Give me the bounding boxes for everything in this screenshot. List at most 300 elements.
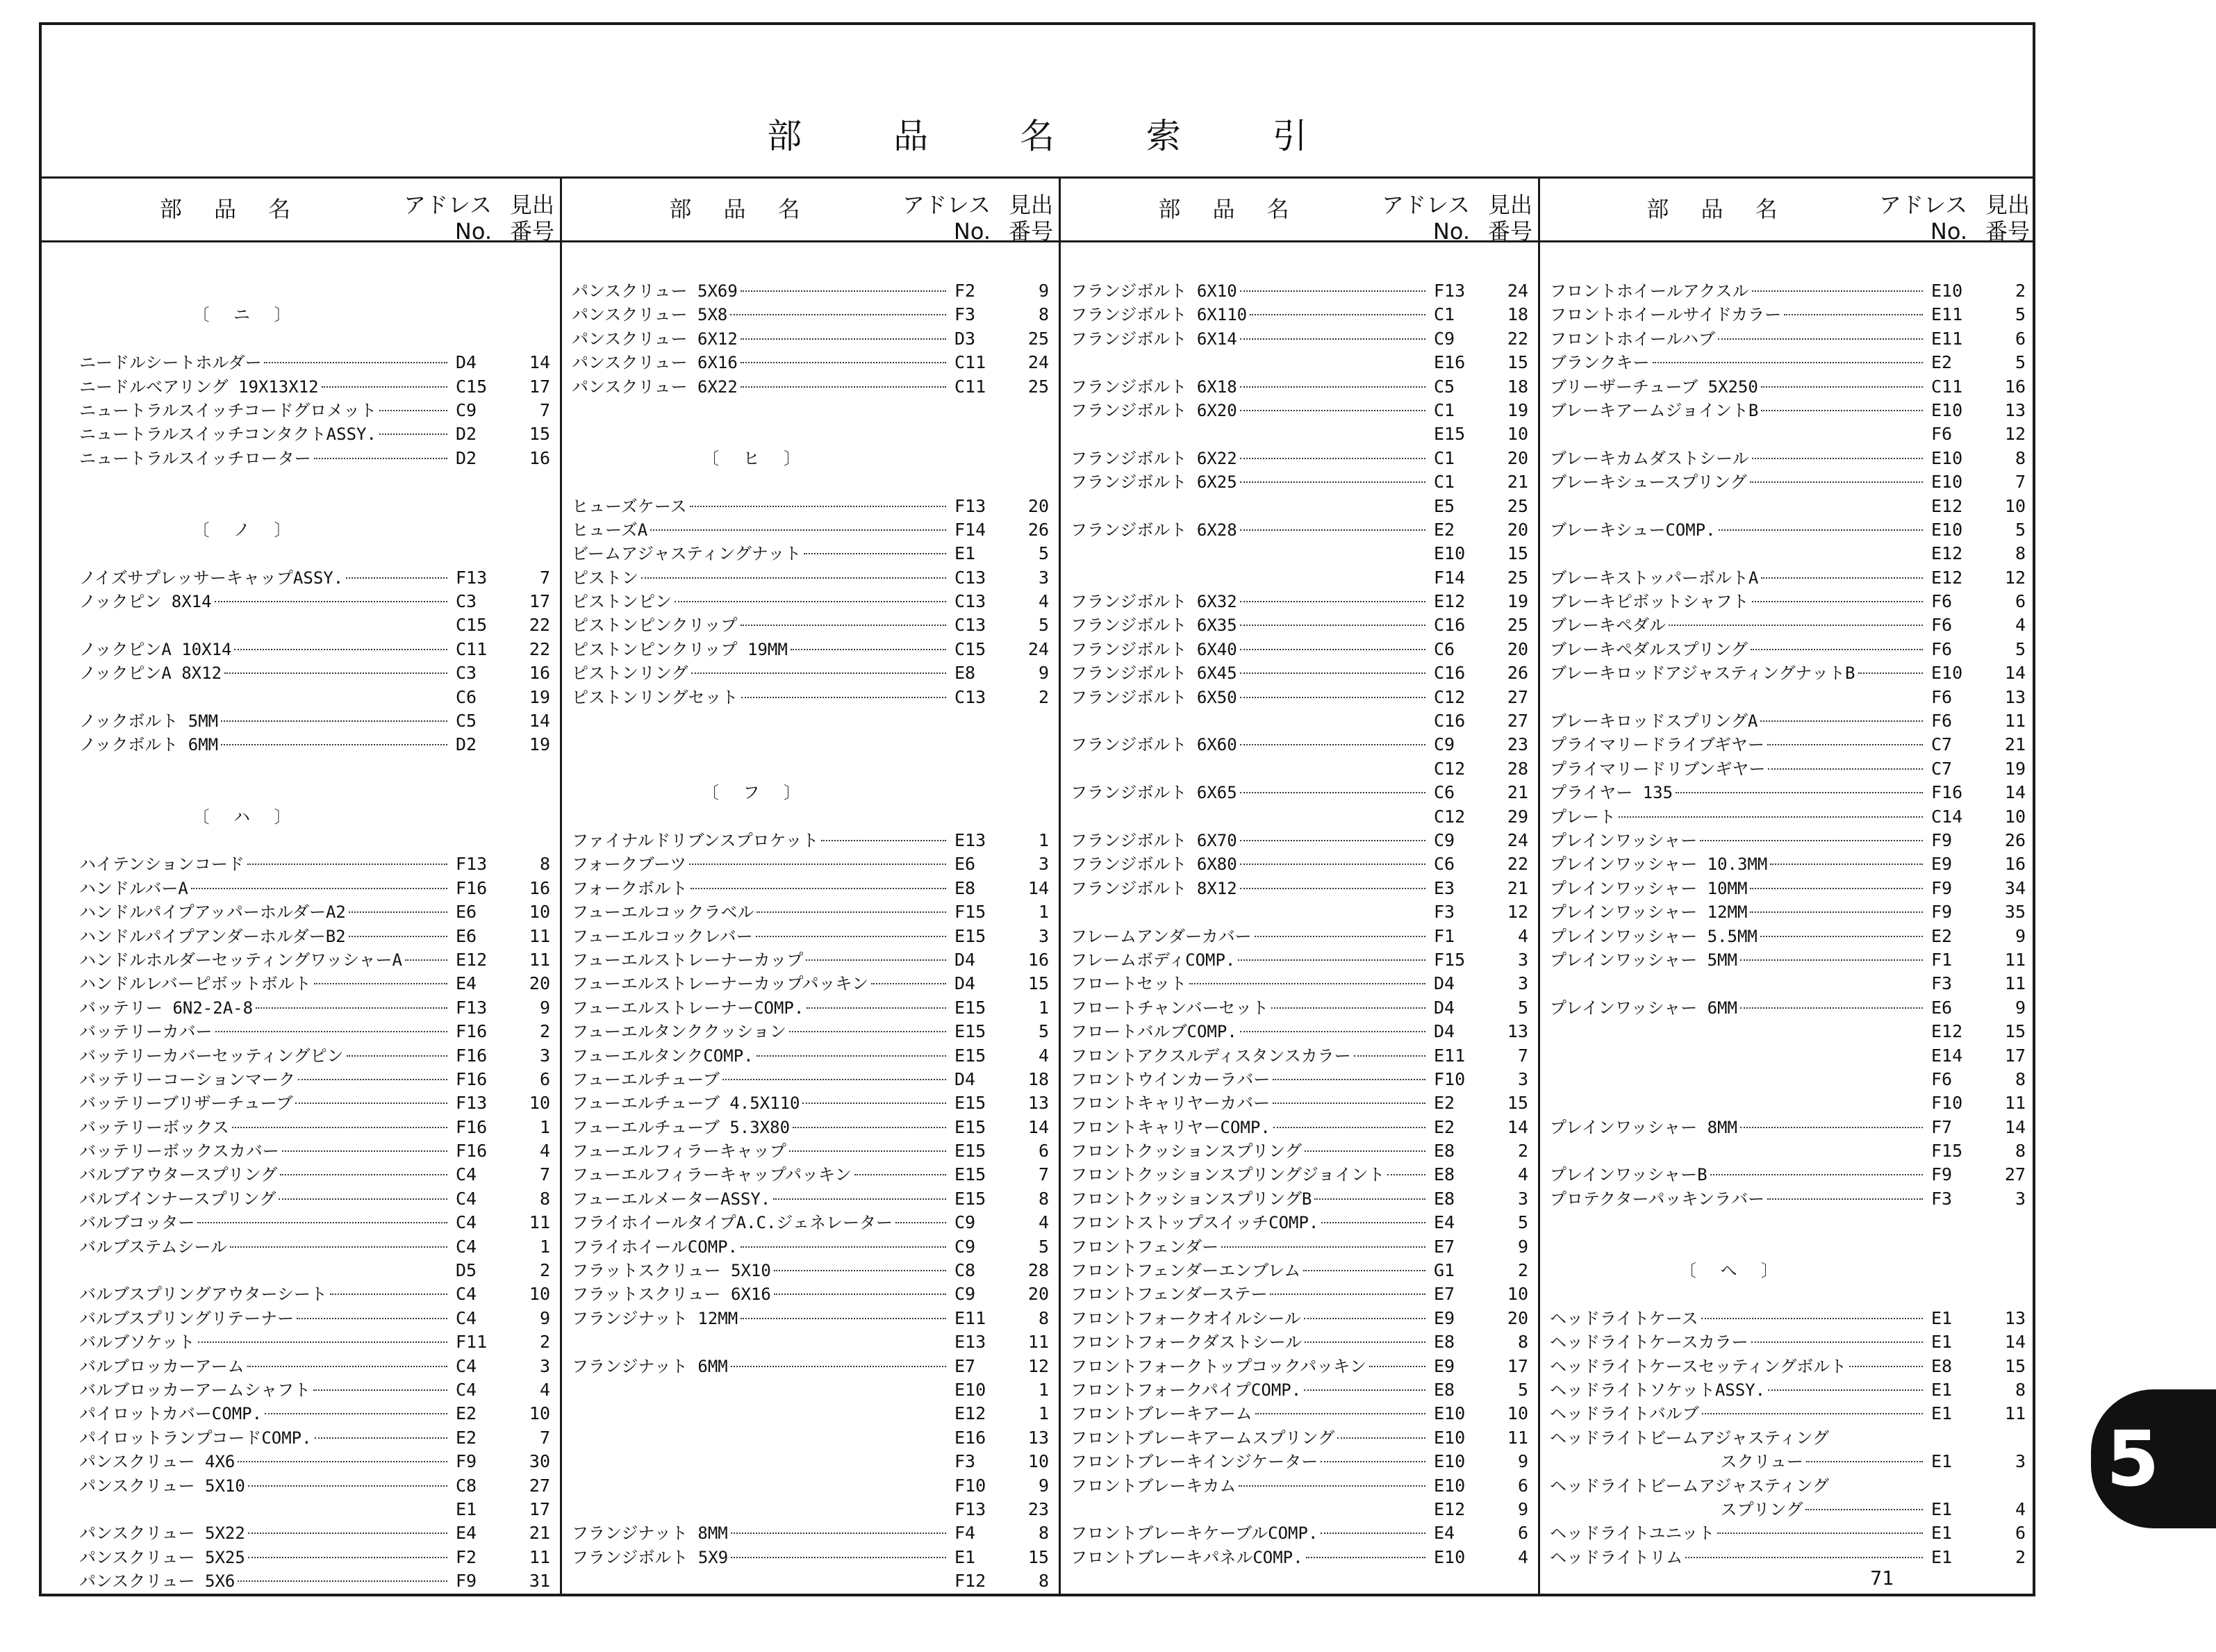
column-header	[42, 176, 560, 245]
index-entry	[1540, 948, 2035, 972]
index-entry	[562, 375, 1059, 399]
index-number: 18	[1027, 1068, 1049, 1089]
part-name: プライヤー 135	[1550, 783, 1673, 803]
part-name: バッテリーコーションマーク	[79, 1069, 296, 1089]
address-no: C9	[954, 1236, 976, 1257]
leader-dots	[1240, 289, 1425, 292]
index-number: 19	[529, 686, 550, 707]
address-no: C4	[456, 1236, 477, 1257]
page-number: 71	[1870, 1567, 1894, 1589]
leader-dots	[731, 1555, 946, 1558]
address-no: F9	[1931, 829, 1953, 850]
index-number: 5	[1038, 543, 1049, 564]
index-number: 15	[1027, 1546, 1049, 1567]
index-entry	[42, 375, 560, 399]
index-number: 11	[1027, 1332, 1049, 1353]
part-name: フロントアクスルディスタンスカラー	[1070, 1046, 1351, 1066]
leader-dots	[807, 1006, 946, 1009]
address-no: F14	[1434, 567, 1466, 588]
leader-dots	[1760, 719, 1923, 722]
index-number: 6	[1517, 1523, 1528, 1544]
address-no: C9	[1434, 328, 1455, 349]
part-name: フロントフォークパイプCOMP.	[1070, 1380, 1302, 1400]
index-number: 4	[539, 1141, 550, 1162]
spacer-row	[1540, 1235, 2035, 1259]
index-number: 5	[1517, 1212, 1528, 1233]
index-number: 13	[2004, 399, 2026, 420]
address-no: C1	[1434, 304, 1455, 325]
index-entry	[42, 1020, 560, 1043]
address-no: F16	[456, 1045, 488, 1066]
address-no: F6	[1931, 638, 1953, 659]
index-number: 16	[529, 447, 550, 468]
index-entry	[42, 925, 560, 948]
part-name: フランジボルト 8X12	[1070, 878, 1237, 898]
index-number: 27	[2004, 1164, 2026, 1185]
index-entry	[562, 829, 1059, 852]
leader-dots	[1304, 1388, 1425, 1391]
index-number: 8	[1038, 1188, 1049, 1209]
leader-dots	[756, 910, 946, 913]
address-no: E9	[1434, 1307, 1455, 1328]
part-name: ニュートラルスイッチコードグロメット	[79, 400, 377, 420]
part-name: フロントフェンダーステー	[1070, 1285, 1268, 1305]
part-name: プレート	[1550, 807, 1616, 827]
address-no: F16	[456, 1068, 488, 1089]
leader-dots	[1314, 1197, 1425, 1200]
part-name: ヒューズA	[572, 520, 648, 540]
address-no: C4	[456, 1379, 477, 1400]
index-entry	[42, 1116, 560, 1139]
index-number: 19	[1507, 591, 1528, 612]
index-number: 9	[1517, 1236, 1528, 1257]
section-heading	[42, 303, 560, 327]
index-number: 11	[2004, 1403, 2026, 1424]
part-name: ニードルシートホルダー	[79, 353, 262, 373]
part-name: ヒューズケース	[572, 496, 687, 516]
index-number: 23	[1027, 1498, 1049, 1519]
index-number: 11	[2004, 973, 2026, 994]
leader-dots	[295, 1101, 447, 1104]
address-no: C4	[456, 1307, 477, 1328]
header-part-name: 部 品 名	[1158, 196, 1302, 222]
part-name: フランジナット 12MM	[572, 1308, 738, 1328]
index-entry	[562, 1282, 1059, 1306]
address-no: F6	[1931, 591, 1953, 612]
leader-dots	[1255, 1412, 1425, 1414]
address-no: D4	[954, 1068, 976, 1089]
index-number: 15	[1507, 543, 1528, 564]
part-name: ブレーキストッパーボルトA	[1550, 568, 1759, 588]
part-name: ヘッドライトケース	[1550, 1308, 1698, 1328]
index-entry	[1061, 327, 1538, 351]
part-name: フューエルチューブ 4.5X110	[572, 1093, 800, 1114]
index-number: 8	[2015, 1068, 2026, 1089]
index-entry	[1540, 805, 2035, 829]
leader-dots	[1270, 1292, 1425, 1295]
part-name: フューエルタンククッション	[572, 1022, 786, 1042]
leader-dots	[230, 1245, 447, 1248]
leader-dots	[1849, 1364, 1923, 1367]
index-entry	[1540, 590, 2035, 613]
leader-dots	[405, 958, 447, 961]
part-name: フロントウインカーラバー	[1070, 1069, 1271, 1089]
index-number: 7	[539, 1427, 550, 1448]
address-no: F13	[456, 854, 488, 875]
index-number: 9	[2015, 925, 2026, 946]
leader-dots	[895, 1221, 946, 1223]
leader-dots	[741, 337, 946, 340]
section-label: 〔 ノ 〕	[192, 520, 298, 540]
index-number: 14	[2004, 663, 2026, 684]
address-no: C15	[954, 638, 986, 659]
index-number: 35	[2004, 902, 2026, 923]
address-no: F6	[1931, 686, 1953, 707]
index-entry	[1540, 1546, 2035, 1569]
leader-dots	[265, 1412, 447, 1414]
part-name: ブレーキシュースプリング	[1550, 472, 1747, 493]
address-no: C4	[456, 1164, 477, 1185]
index-number: 22	[529, 638, 550, 659]
address-no: E14	[1931, 1045, 1963, 1066]
address-no: E2	[456, 1403, 477, 1424]
leader-dots	[1240, 647, 1425, 650]
index-entry	[1061, 638, 1538, 661]
leader-dots	[1337, 1436, 1425, 1439]
leader-dots	[1189, 982, 1425, 984]
part-name: ノイズサプレッサーキャップASSY.	[79, 568, 344, 588]
index-number: 8	[1517, 1332, 1528, 1353]
index-entry	[562, 1091, 1059, 1115]
leader-dots	[1255, 934, 1425, 937]
part-name: フラットスクリュー 5X10	[572, 1261, 771, 1281]
part-name: フロントブレーキケーブルCOMP.	[1070, 1523, 1318, 1544]
address-no: C9	[1434, 734, 1455, 755]
address-no: E8	[1931, 1355, 1953, 1376]
index-number: 3	[539, 1355, 550, 1376]
leader-dots	[1321, 1531, 1425, 1534]
index-entry	[42, 1068, 560, 1091]
address-no: C8	[954, 1260, 976, 1281]
index-entry	[1061, 1282, 1538, 1306]
index-entry	[42, 661, 560, 685]
part-name: フロートセット	[1070, 974, 1187, 994]
index-number: 4	[2015, 1498, 2026, 1519]
address-no: E1	[1931, 1307, 1953, 1328]
leader-dots	[1719, 528, 1923, 531]
index-number: 20	[1507, 447, 1528, 468]
address-no: E4	[1434, 1523, 1455, 1544]
index-number: 34	[2004, 877, 2026, 898]
address-no: F11	[456, 1332, 488, 1353]
part-name: バッテリーブリザーチューブ	[79, 1093, 293, 1114]
index-entry	[1540, 1068, 2035, 1091]
part-name: ピストンピンクリップ	[572, 616, 738, 636]
index-entry	[1540, 1020, 2035, 1043]
address-no: E8	[1434, 1141, 1455, 1162]
index-entry	[1540, 1450, 2035, 1473]
address-no: C9	[456, 399, 477, 420]
leader-dots	[264, 361, 447, 363]
leader-dots	[1669, 623, 1923, 626]
index-number: 5	[2015, 352, 2026, 373]
index-number: 6	[1517, 1475, 1528, 1496]
index-number: 10	[529, 1093, 550, 1114]
index-number: 25	[1027, 376, 1049, 397]
index-entry	[42, 996, 560, 1020]
part-name: ファイナルドリブンスプロケット	[572, 830, 819, 850]
address-no: E3	[1434, 877, 1455, 898]
header-index-number: 見出 番号	[1487, 192, 1532, 245]
address-no: C6	[1434, 782, 1455, 803]
address-no: C3	[456, 663, 477, 684]
leader-dots	[1240, 456, 1425, 459]
part-name: フロートチャンバーセット	[1070, 998, 1269, 1018]
index-number: 2	[1038, 686, 1049, 707]
index-entry	[42, 1450, 560, 1473]
address-no: C16	[1434, 615, 1466, 636]
index-entry	[562, 327, 1059, 351]
leader-dots	[1750, 910, 1923, 913]
index-entry	[42, 1259, 560, 1282]
index-number: 25	[1027, 328, 1049, 349]
index-entry	[562, 1139, 1059, 1163]
chapter-tab: 5	[2091, 1389, 2216, 1528]
part-name: プライマリードリブンギヤー	[1550, 759, 1766, 779]
index-entry	[1540, 925, 2035, 948]
section-heading	[42, 518, 560, 542]
part-name: フューエルタンクCOMP.	[572, 1046, 754, 1066]
address-no: C6	[1434, 638, 1455, 659]
part-name: フランジボルト 6X35	[1070, 616, 1237, 636]
index-number: 10	[529, 1403, 550, 1424]
part-name: バルブコッター	[79, 1213, 195, 1233]
index-entry	[562, 279, 1059, 303]
leader-dots	[1240, 528, 1425, 531]
leader-dots	[191, 886, 447, 889]
index-entry	[42, 1378, 560, 1402]
index-number: 9	[539, 1307, 550, 1328]
index-column-4	[1540, 176, 2035, 1596]
leader-dots	[756, 934, 946, 937]
index-entry	[42, 1474, 560, 1498]
index-number: 28	[1507, 758, 1528, 779]
index-number: 11	[529, 949, 550, 970]
leader-dots	[1768, 767, 1923, 770]
leader-dots	[804, 552, 946, 554]
index-number: 11	[529, 925, 550, 946]
leader-dots	[379, 408, 447, 411]
address-no: F10	[954, 1475, 986, 1496]
index-number: 13	[2004, 686, 2026, 707]
index-entry	[1540, 518, 2035, 542]
address-no: E2	[1434, 1093, 1455, 1114]
section-heading	[562, 447, 1059, 470]
index-entry	[1061, 1044, 1538, 1068]
part-name: バッテリーカバー	[79, 1022, 213, 1042]
address-no: E5	[1434, 495, 1455, 516]
index-number: 5	[1517, 1379, 1528, 1400]
address-no: C11	[954, 376, 986, 397]
part-name: パイロットカバーCOMP.	[79, 1404, 263, 1424]
index-entry	[42, 877, 560, 900]
address-no: D2	[456, 734, 477, 755]
index-number: 15	[529, 424, 550, 445]
address-no: E11	[1931, 328, 1963, 349]
address-no: E8	[954, 877, 976, 898]
leader-dots	[675, 600, 946, 602]
address-no: E2	[1434, 1116, 1455, 1137]
index-entry	[42, 852, 560, 876]
index-entry	[562, 972, 1059, 996]
address-no: F1	[1434, 925, 1455, 946]
address-no: C14	[1931, 806, 1963, 827]
index-entry	[562, 1521, 1059, 1545]
address-no: C13	[954, 591, 986, 612]
part-name: フューエルストレーナーCOMP.	[572, 998, 804, 1018]
leader-dots	[731, 1364, 946, 1367]
index-number: 2	[1517, 1141, 1528, 1162]
part-name: パンスクリュー 5X6	[79, 1571, 235, 1592]
index-number: 4	[1038, 591, 1049, 612]
leader-dots	[1250, 313, 1425, 315]
index-entry	[1061, 1474, 1538, 1498]
index-entry	[1061, 1235, 1538, 1259]
address-no: E10	[1434, 1403, 1466, 1424]
header-index-number: 見出 番号	[1008, 192, 1053, 245]
index-number: 1	[1038, 1379, 1049, 1400]
index-number: 17	[1507, 1355, 1528, 1376]
part-name: ブレーキロッドアジャスティングナットB	[1550, 663, 1855, 684]
part-name: ブレーキペダルスプリング	[1550, 639, 1748, 659]
index-number: 14	[529, 352, 550, 373]
index-entry	[1540, 1116, 2035, 1139]
index-entry	[1061, 613, 1538, 637]
leader-dots	[1240, 791, 1425, 793]
spacer-row	[42, 327, 560, 351]
spacer-row	[562, 709, 1059, 733]
leader-dots	[1221, 1245, 1425, 1248]
index-entry	[1540, 1330, 2035, 1354]
index-number: 19	[529, 734, 550, 755]
index-entry	[1540, 613, 2035, 637]
address-no: E12	[456, 949, 488, 970]
index-entry	[1061, 1020, 1538, 1043]
address-no: C1	[1434, 472, 1455, 493]
index-number: 10	[1507, 1284, 1528, 1305]
index-number: 27	[529, 1475, 550, 1496]
address-no: F6	[1931, 1068, 1953, 1089]
index-number: 29	[1507, 806, 1528, 827]
index-entry	[42, 1521, 560, 1545]
address-no: E8	[1434, 1332, 1455, 1353]
part-name: ハンドルバーA	[79, 878, 188, 898]
index-entry	[42, 566, 560, 590]
part-name: プレインワッシャー 5.5MM	[1550, 926, 1758, 946]
part-name: フレームボディCOMP.	[1070, 950, 1236, 970]
index-page-frame	[39, 22, 2035, 1596]
index-entry	[1061, 1187, 1538, 1211]
part-name: バッテリーカバーセッティングピン	[79, 1046, 344, 1066]
part-name: プレインワッシャー 10MM	[1550, 878, 1748, 898]
leader-dots	[238, 1579, 447, 1582]
index-column-1	[42, 176, 560, 1596]
leader-dots	[1240, 1030, 1425, 1032]
part-name: ヘッドライトバルブ	[1550, 1404, 1699, 1424]
spacer-row	[562, 399, 1059, 422]
address-no: E11	[1434, 1045, 1466, 1066]
index-entry	[1061, 972, 1538, 996]
index-number: 22	[1507, 854, 1528, 875]
part-name: フランジボルト 6X50	[1070, 687, 1237, 707]
leader-dots	[1761, 576, 1923, 579]
leader-dots	[1751, 1340, 1923, 1343]
part-name: プレインワッシャー 5MM	[1550, 950, 1737, 970]
part-name: フューエルフィラーキャップパッキン	[572, 1165, 852, 1185]
part-name: プレインワッシャー	[1550, 830, 1698, 850]
index-number: 20	[1507, 519, 1528, 540]
leader-dots	[197, 1221, 447, 1223]
address-no: C3	[456, 591, 477, 612]
address-no: E12	[1434, 1498, 1466, 1519]
index-entry	[1061, 590, 1538, 613]
index-entry	[562, 877, 1059, 900]
entry-list	[1540, 279, 2035, 1569]
part-name: スプリング	[1550, 1499, 1803, 1519]
leader-dots	[1717, 1531, 1923, 1534]
address-no: C11	[456, 638, 488, 659]
index-number: 30	[529, 1451, 550, 1472]
leader-dots	[297, 1316, 447, 1319]
part-name: ハイテンションコード	[79, 854, 245, 875]
leader-dots	[1806, 1460, 1923, 1462]
leader-dots	[234, 647, 447, 650]
leader-dots	[741, 623, 946, 626]
index-entry	[42, 1569, 560, 1593]
part-name: フロントホイールアクスル	[1550, 281, 1749, 301]
address-no: C15	[456, 376, 488, 397]
address-no: E8	[1434, 1379, 1455, 1400]
part-name: フォークボルト	[572, 878, 688, 898]
index-number: 11	[529, 1212, 550, 1233]
part-name: バルブステムシール	[79, 1237, 227, 1257]
index-entry	[1061, 1546, 1538, 1569]
part-name: フランジボルト 6X25	[1070, 472, 1237, 493]
header-part-name: 部 品 名	[159, 196, 304, 222]
part-name: ブレーキピボットシャフト	[1550, 592, 1749, 612]
index-number: 15	[2004, 1021, 2026, 1042]
index-number: 7	[1038, 1164, 1049, 1185]
index-number: 5	[2015, 304, 2026, 325]
index-number: 5	[2015, 638, 2026, 659]
index-entry	[1061, 1068, 1538, 1091]
index-number: 26	[1507, 663, 1528, 684]
address-no: C4	[456, 1355, 477, 1376]
address-no: F13	[1434, 281, 1466, 301]
index-entry	[1061, 566, 1538, 590]
index-entry	[1540, 327, 2035, 351]
index-entry	[1061, 1211, 1538, 1234]
part-name: ヘッドライトビームアジャスティング	[1550, 1428, 1829, 1448]
address-no: E4	[1434, 1212, 1455, 1233]
address-no: C11	[954, 352, 986, 373]
address-no: C6	[456, 686, 477, 707]
index-entry	[1540, 661, 2035, 685]
index-number: 6	[539, 1068, 550, 1089]
index-entry	[1540, 542, 2035, 565]
column-header	[1061, 176, 1538, 245]
index-number: 14	[529, 711, 550, 732]
